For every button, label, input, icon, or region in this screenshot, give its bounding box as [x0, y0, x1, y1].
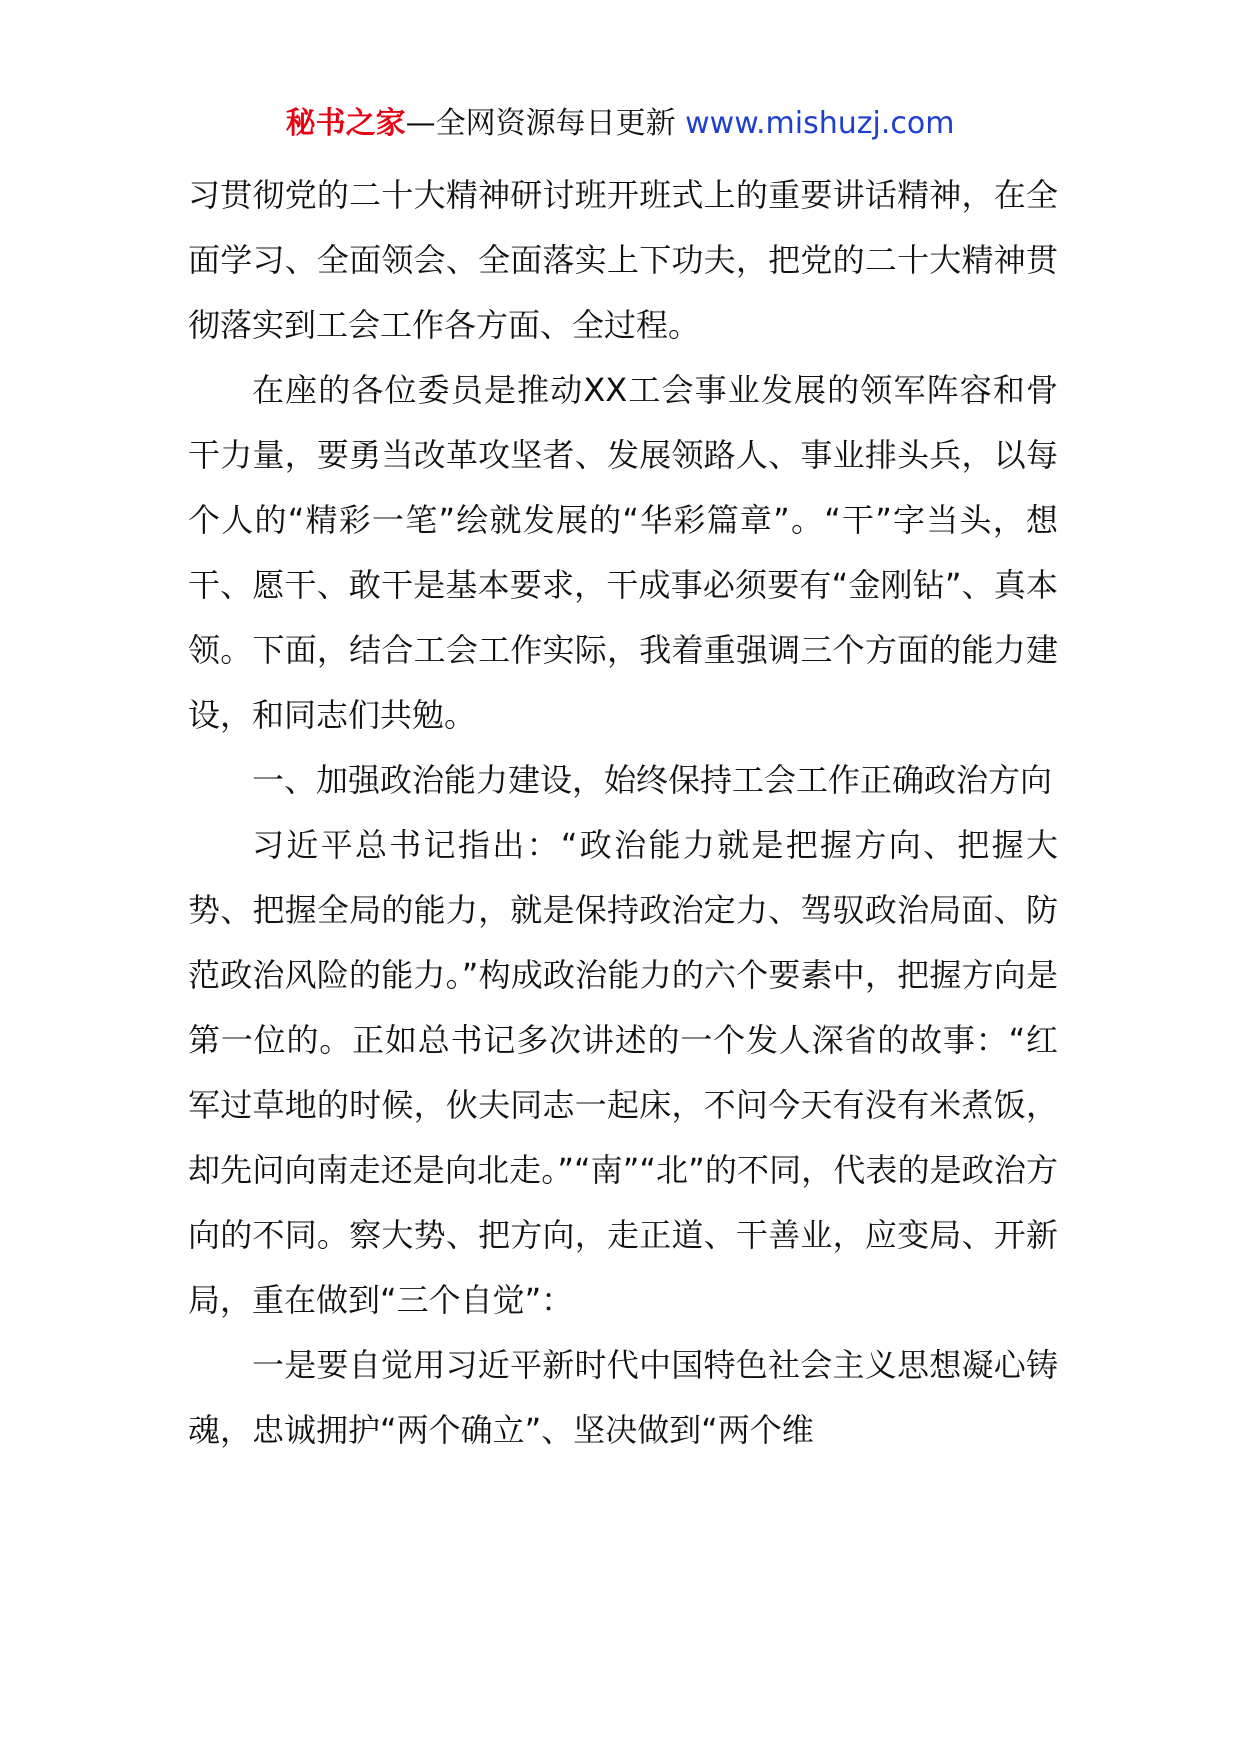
- header-tagline: —全网资源每日更新: [405, 106, 686, 141]
- paragraph-first-point: 一是要自觉用习近平新时代中国特色社会主义思想凝心铸魂，忠诚拥护“两个确立”、坚决做到“两个维: [188, 1346, 1058, 1449]
- page-header: [0, 100, 1240, 148]
- header-brand: 秘书之家: [285, 106, 406, 141]
- header-url[interactable]: www.mishuzj.com: [685, 106, 955, 141]
- paragraph-committee: 在座的各位委员是推动XX工会事业发展的领军阵容和骨干力量，要勇当改革攻坚者、发展领路人、事业排头兵，以每个人的“精彩一笔”绘就发展的“华彩篇章”。“干”字当头，想干、愿干、敢干是基本要求，干成事必须要有“金刚钻”、真本领。下面，结合工会工作实际，我着重强调三个方面的能力建设，和同志们共勉。: [188, 371, 1058, 734]
- document-body: [188, 163, 1058, 1463]
- paragraph-continuation: 习贯彻党的二十大精神研讨班开班式上的重要讲话精神，在全面学习、全面领会、全面落实上下功夫，把党的二十大精神贯彻落实到工会工作各方面、全过程。: [188, 176, 1058, 344]
- section-heading-one: 一、加强政治能力建设，始终保持工会工作正确政治方向: [252, 761, 1053, 799]
- paragraph-political-ability: 习近平总书记指出：“政治能力就是把握方向、把握大势、把握全局的能力，就是保持政治定力、驾驭政治局面、防范政治风险的能力。”构成政治能力的六个要素中，把握方向是第一位的。正如总书记多次讲述的一个发人深省的故事：“红军过草地的时候，伙夫同志一起床，不问今天有没有米煮饭，却先问向南走还是向北走。”“南”“北”的不同，代表的是政治方向的不同。察大势、把方向，走正道、干善业，应变局、开新局，重在做到“三个自觉”：: [188, 826, 1058, 1319]
